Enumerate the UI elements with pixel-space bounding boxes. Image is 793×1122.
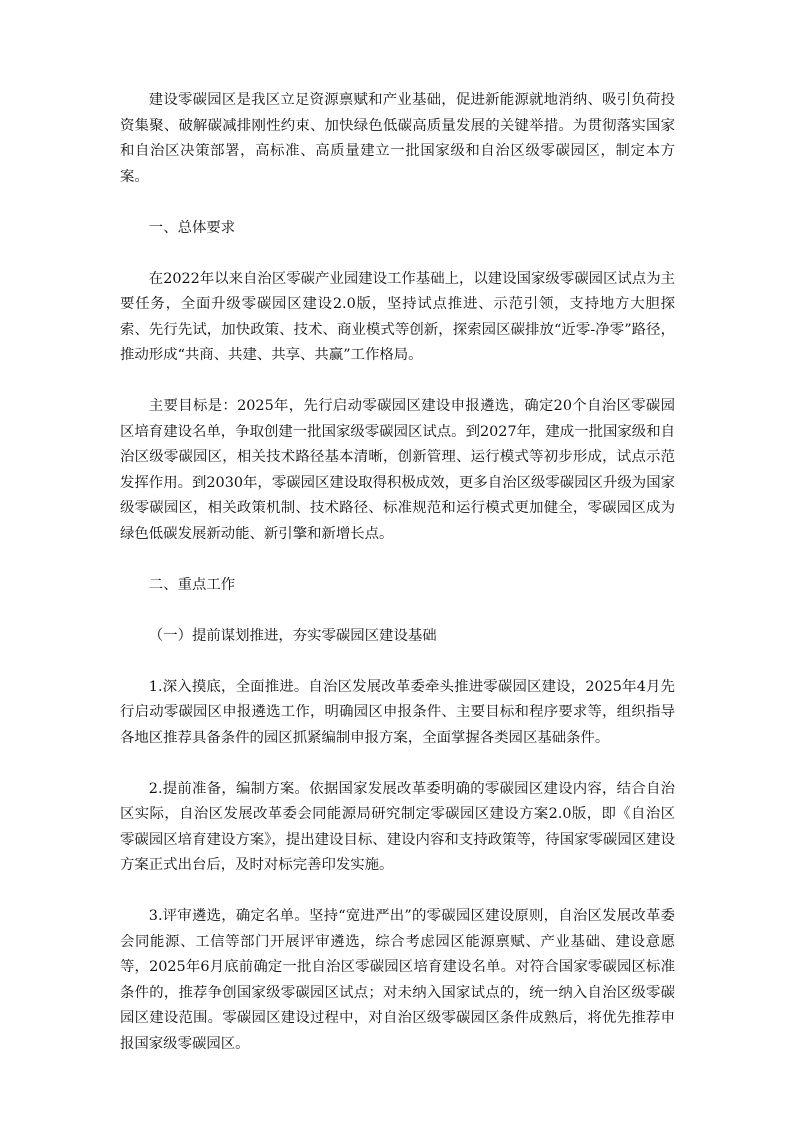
document-body — [120, 88, 675, 1057]
work-item-2: 2.提前准备，编制方案。依据国家发展改革委明确的零碳园区建设内容，结合自治区实际，自治区发展改革委会同能源局研究制定零碳园区建设方案2.0版，即《自治区零碳园区培育建设方案》，提出建设目标、建设内容和支持政策等，待国家零碳园区建设方案正式出台后，及时对标完善印发实施。 — [120, 780, 675, 873]
section-heading-key-work: 二、重点工作 — [148, 576, 236, 593]
work-item-1: 1.深入摸底，全面推进。自治区发展改革委牵头推进零碳园区建设，2025年4月先行启动零碳园区申报遴选工作，明确园区申报条件、主要目标和程序要求等，组织指导各地区推荐具备条件的园区抓紧编制申报方案，全面掌握各类园区基础条件。 — [120, 678, 675, 746]
main-goals-paragraph: 主要目标是：2025年，先行启动零碳园区建设申报遴选，确定20个自治区零碳园区培育建设名单，争取创建一批国家级零碳园区试点。到2027年，建成一批国家级和自治区级零碳园区，相关技术路径基本清晰，创新管理、运行模式等初步形成，试点示范发挥作用。到2030年，零碳园区建设取得积极成效，更多自治区级零碳园区升级为国家级零碳园区，相关政策机制、技术路径、标准规范和运行模式更加健全，零碳园区成为绿色低碳发展新动能、新引擎和新增长点。 — [120, 398, 675, 542]
subsection-heading-planning: （一）提前谋划推进，夯实零碳园区建设基础 — [148, 627, 437, 644]
section-heading-general-requirements: 一、总体要求 — [148, 219, 236, 236]
work-item-3: 3.评审遴选，确定名单。坚持“宽进严出”的零碳园区建设原则，自治区发展改革委会同能源、工信等部门开展评审遴选，综合考虑园区能源禀赋、产业基础、建设意愿等，2025年6月底前确定一批自治区零碳园区培育建设名单。对符合国家零碳园区标准条件的，推荐争创国家级零碳园区试点；对未纳入国家试点的，统一纳入自治区级零碳园区建设范围。零碳园区建设过程中，对自治区级零碳园区条件成熟后，将优先推荐申报国家级零碳园区。 — [120, 908, 675, 1052]
intro-paragraph: 建设零碳园区是我区立足资源禀赋和产业基础，促进新能源就地消纳、吸引负荷投资集聚、破解碳减排刚性约束、加快绿色低碳高质量发展的关键举措。为贯彻落实国家和自治区决策部署，高标准、高质量建立一批国家级和自治区级零碳园区，制定本方案。 — [120, 92, 675, 185]
general-requirements-paragraph: 在2022年以来自治区零碳产业园建设工作基础上，以建设国家级零碳园区试点为主要任务，全面升级零碳园区建设2.0版，坚持试点推进、示范引领，支持地方大胆探索、先行先试，加快政策、技术、商业模式等创新，探索园区碳排放“近零-净零”路径，推动形成“共商、共建、共享、共赢”工作格局。 — [120, 270, 675, 363]
